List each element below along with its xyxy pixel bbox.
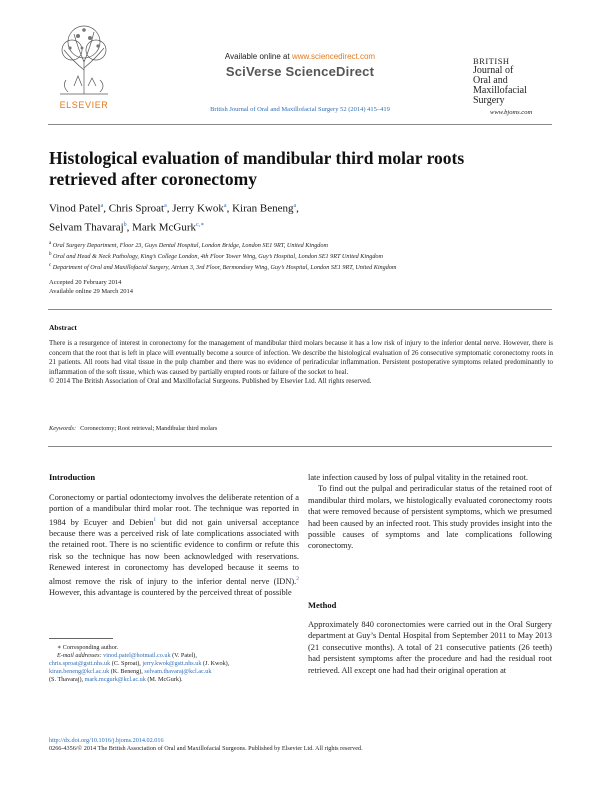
affiliation-marker[interactable]: a [293,203,297,209]
keywords-list: Coronectomy; Root retrieval; Mandibular third molars [80,425,218,432]
affiliation-text: Department of Oral and Maxillofacial Surgery, Atrium 3, 3rd Floor, Bermondsey Wing, Guy’s Hospital, London SE1 9RT, United Kingdom [52,264,397,272]
affiliation [49,251,559,261]
journal-logo-line: Oral and [473,75,508,86]
affiliation-label: b [49,252,52,257]
corresponding-author-note: ∗ Corresponding author. [57,644,119,651]
journal-logo-line: BRITISH [473,56,510,66]
publisher-name: ELSEVIER [59,100,109,110]
email-owner: (C. Sproat), [111,660,141,668]
author-name: Mark McGurk [132,221,196,234]
available-online-date: Available online 29 March 2014 [49,288,133,295]
journal-logo-line: Maxillofacial [473,85,527,96]
affiliation-label: c [49,263,52,268]
affiliation-marker[interactable]: b [123,221,127,228]
footnotes [49,644,299,684]
right-column-intro [308,472,552,552]
email-label: E-mail addresses: [57,652,102,660]
intro-text: Coronectomy or partial odontectomy involves the deliberate retention of a portion of a mandibular third molar root. The technique was reported in 1984 by Ecuyer and Debien [49,493,299,527]
affiliation-marker[interactable]: a [100,203,104,209]
email-link[interactable]: selvam.thavaraj@kcl.ac.uk [144,668,212,676]
doi-link[interactable]: http://dx.doi.org/10.1016/j.bjoms.2014.02.016 [49,737,164,744]
method-body [308,619,552,676]
email-owner: (S. Thavaraj), [49,676,84,684]
elsevier-logo [52,20,116,112]
intro-text: but did not gain universal acceptance because there was a perceived risk of late complications associated with the retained root. There is no scientific evidence to confirm or refute this risk so the technique has now been acknowledged with reservations. Renewed interest in coronectomy has developed because it seems to almost remove the risk of injury to the inferior dental nerve (IDN). [49,517,299,586]
accepted-date: Accepted 20 February 2014 [49,279,122,286]
abstract-heading: Abstract [49,323,77,332]
abstract-top-divider [48,309,552,310]
email-link[interactable]: vinod.patel@hotmail.co.uk [103,652,171,660]
author-name: Chris Sproat [108,202,165,215]
introduction-paragraph [49,492,299,598]
page-footer [49,737,559,753]
author-line: Vinod Patel$^a$, Chris Sproat$^a$, Jerry Kwok$^a$, Kiran Beneng$^a$, [49,202,299,215]
intro-text: However, this advantage is countered by the perceived threat of possible [49,587,292,597]
abstract-body [49,339,553,387]
author-name: Jerry Kwok [172,202,224,215]
intro-paragraph: To find out the pulpal and periradicular status of the retained root of mandibular third molars, we histologically evaluated coronectomy roots that were removed because of persistent symptoms, which we presumed had been caused by an infected root. This study provides insight into the possible causes of symptoms and late complications following coronectomy. [308,484,552,551]
email-link[interactable]: chris.sproat@gstt.nhs.uk [49,660,111,668]
author-name: Kiran Beneng [232,202,294,215]
reference-link[interactable]: 1 [153,516,157,523]
footnote-divider [49,638,113,639]
email-link[interactable]: kiran.beneng@kcl.ac.uk [49,668,110,676]
email-owner: (K. Beneng), [110,668,143,676]
email-addresses [49,652,299,684]
email-owner: (M. McGurk). [147,676,183,684]
elsevier-tree-icon [52,20,116,98]
introduction-body [49,492,299,598]
keywords [49,425,553,432]
affiliation-marker[interactable]: a [223,203,227,209]
article-dates [49,278,349,296]
journal-citation[interactable]: British Journal of Oral and Maxillofacial Surgery 52 (2014) 415–419 [210,106,390,113]
available-prefix: Available online at [224,52,290,61]
affiliation-marker[interactable]: a [164,203,167,209]
affiliation-marker[interactable]: c,∗ [196,221,205,228]
email-link[interactable]: mark.mcgurk@kcl.ac.uk [84,676,146,684]
abstract-bottom-divider [48,446,552,447]
title-line: Histological evaluation of mandibular third molar roots [49,148,465,168]
reference-link[interactable]: 2 [296,575,299,582]
header-divider [48,124,552,125]
available-online-line [170,52,430,61]
journal-logo [473,56,563,106]
method-heading: Method [308,600,337,610]
author-name: Vinod Patel [49,202,101,215]
intro-paragraph: late infection caused by loss of pulpal vitality in the retained root. [308,473,529,482]
abstract-paragraph: There is a resurgence of interest in coronectomy for the management of mandibular third molars because it has a low risk of injury to the inferior dental nerve. However, there is concern that the root that is left in place will eventually become a source of infection. We describe the histological evaluation of 26 consecutive symptomatic coronectomy roots in 21 patients. All roots had vital tissue in the pulp chamber and there was no evidence of periradicular inflammation. Persistent postoperative symptoms related predominantly to inflammation of the soft tissue, which was caused by partially erupted roots or failure of the socket to heal. [49,339,553,376]
method-paragraph: Approximately 840 coronectomies were carried out in the Oral Surgery department at Guy’s Dental Hospital from September 2011 to May 2013 (21 consecutive months). A total of 21 consecutive patients (26 teeth) had persistent symptoms after the procedure and had the residual root retrieved. All except one had had their original operation at [308,620,552,675]
article-title [49,148,549,190]
journal-logo-line: Surgery [473,95,505,106]
sciencedirect-link[interactable]: www.sciencedirect.com [291,52,376,61]
abstract-copyright: © 2014 The British Association of Oral and Maxillofacial Surgeons. Published by Elsevier Ltd. All rights reserved. [49,377,372,386]
author-line: Selvam Thavaraj$^b$, Mark McGurk$^{c,∗}$ [49,221,205,234]
affiliation-label: a [49,241,52,246]
email-owner: (J. Kwok), [203,660,230,668]
keywords-label: Keywords: [49,425,77,432]
author-name: Selvam Thavaraj [49,221,124,234]
introduction-heading: Introduction [49,472,96,482]
journal-logo-line: Journal of [473,65,514,76]
email-owner: (V. Patel), [172,652,197,660]
affiliation [49,262,559,272]
title-line: retrieved after coronectomy [49,169,257,189]
affiliation-text: Oral and Head & Neck Pathology, King’s College London, 4th Floor Tower Wing, Guy’s Hospital, London SE1 9RT United Kingdom [53,253,383,261]
platform-name: SciVerse ScienceDirect [225,64,375,79]
author-list [49,198,549,235]
affiliation [49,240,559,250]
affiliation-text: Oral Surgery Department, Floor 23, Guys Dental Hospital, London Bridge, London SE1 9RT, United Kingdom [52,242,328,250]
email-link[interactable]: jerry.kwok@gstt.nhs.uk [142,660,202,668]
journal-url[interactable]: www.bjoms.com [490,109,533,116]
issn-copyright: 0266-4356/© 2014 The British Association of Oral and Maxillofacial Surgeons. Published by Elsevier Ltd. All rights reserved. [49,745,363,753]
